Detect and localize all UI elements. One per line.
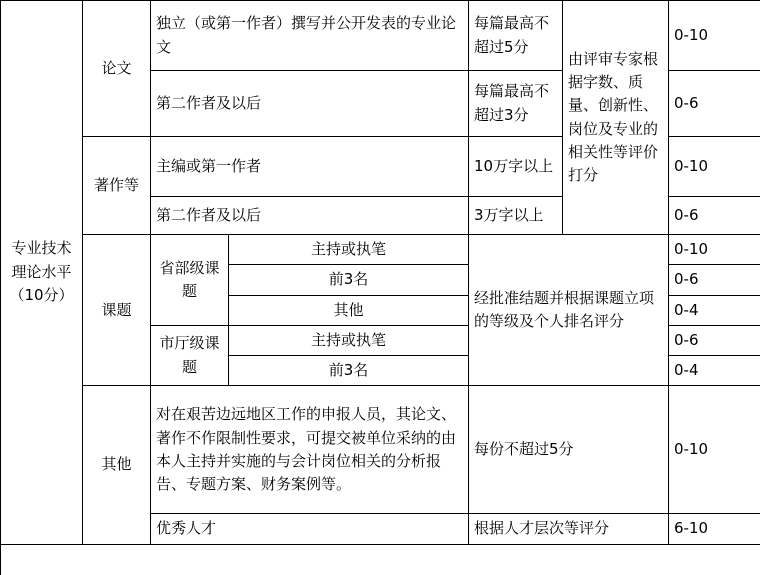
group-label-lunwen: 论文 <box>83 1 151 137</box>
subgroup-label-shitingji: 市厅级课题 <box>151 325 229 386</box>
row-limit: 每份不超过5分 <box>469 386 669 514</box>
row-limit: 每篇最高不超过3分 <box>469 71 563 137</box>
row-desc: 主编或第一作者 <box>151 137 469 197</box>
row-score: 0-4 <box>669 295 760 325</box>
group-label-zhuzuo: 著作等 <box>83 137 151 235</box>
row-limit: 10万字以上 <box>469 137 563 197</box>
row-desc: 前3名 <box>229 356 469 386</box>
row-desc: 优秀人才 <box>151 514 469 544</box>
row-desc: 第二作者及以后 <box>151 71 469 137</box>
row-desc: 其他 <box>229 295 469 325</box>
table-row <box>1 1 760 71</box>
category-cell <box>1 1 83 545</box>
row-criteria: 经批准结题并根据课题立项的等级及个人排名评分 <box>469 235 669 386</box>
row-desc: 第二作者及以后 <box>151 197 469 235</box>
row-limit: 根据人才层次等评分 <box>469 514 669 544</box>
row-score: 0-6 <box>669 265 760 295</box>
category-label: 专业技术理论水平 <box>11 239 72 281</box>
row-score: 0-6 <box>669 71 760 137</box>
row-limit: 3万字以上 <box>469 197 563 235</box>
row-desc: 主持或执笔 <box>229 235 469 265</box>
row-score: 6-10 <box>669 514 760 544</box>
row-desc: 独立（或第一作者）撰写并公开发表的专业论文 <box>151 1 469 71</box>
subgroup-label-shengbuji: 省部级课题 <box>151 235 229 326</box>
table-row <box>1 386 760 514</box>
row-criteria: 由评审专家根据字数、质量、创新性、岗位及专业的相关性等评价打分 <box>563 1 669 235</box>
row-score: 0-10 <box>669 137 760 197</box>
row-score: 0-10 <box>669 386 760 514</box>
row-desc: 前3名 <box>229 265 469 295</box>
row-score: 0-6 <box>669 325 760 355</box>
row-limit: 每篇最高不超过5分 <box>469 1 563 71</box>
group-label-keti: 课题 <box>83 235 151 386</box>
row-score: 0-10 <box>669 1 760 71</box>
row-desc: 对在艰苦边远地区工作的申报人员，其论文、著作不作限制性要求，可提交被单位采纳的由本人主持并实施的与会计岗位相关的分析报告、专题方案、财务案例等。 <box>151 386 469 514</box>
row-score: 0-4 <box>669 356 760 386</box>
group-label-qita: 其他 <box>83 386 151 544</box>
category-points: （10分） <box>9 285 74 304</box>
row-desc: 主持或执笔 <box>229 325 469 355</box>
row-score: 0-6 <box>669 197 760 235</box>
row-score: 0-10 <box>669 235 760 265</box>
table-row <box>1 235 760 265</box>
